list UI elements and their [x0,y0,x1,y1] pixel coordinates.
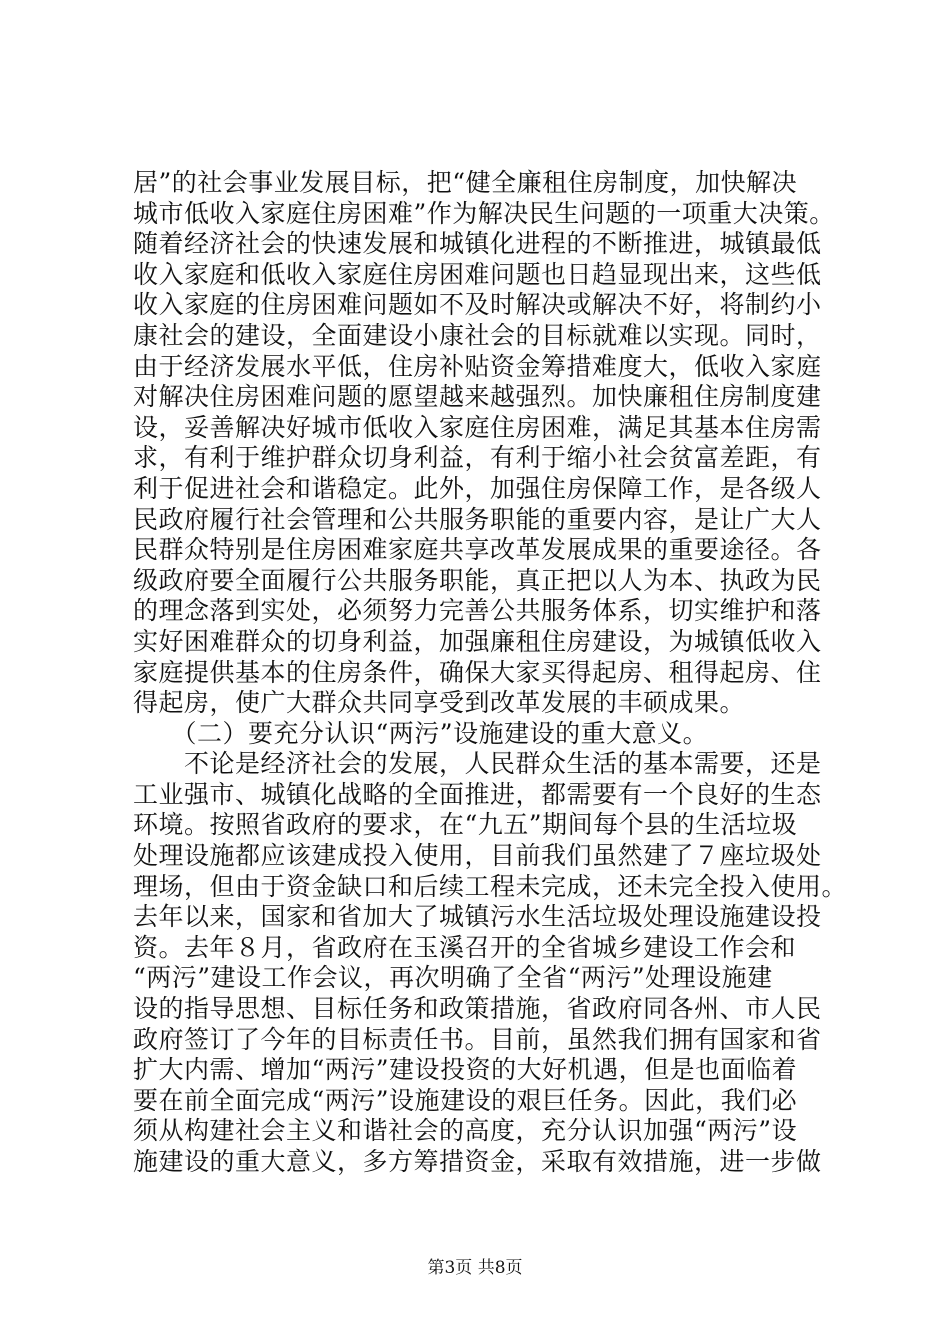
text-line: 的理念落到实处，必须努力完善公共服务体系，切实维护和落 [133,596,822,626]
text-line: 得起房，使广大群众共同享受到改革发展的丰硕成果。 [133,688,746,718]
text-line: 城市低收入家庭住房困难”作为解决民生问题的一项重大决策。 [133,198,835,228]
text-line: 理场，但由于资金缺口和后续工程未完成，还未完全投入使用。 [133,871,848,901]
text-line: 求，有利于维护群众切身利益，有利于缩小社会贫富差距，有 [133,443,822,473]
text-line: 康社会的建设，全面建设小康社会的目标就难以实现。同时， [133,320,822,350]
text-line: 资。去年８月，省政府在玉溪召开的全省城乡建设工作会和 [133,932,797,962]
text-line: 设的指导思想、目标任务和政策措施，省政府同各州、市人民 [133,994,822,1024]
text-line: 民群众特别是住房困难家庭共享改革发展成果的重要途径。各 [133,535,822,565]
text-line: 去年以来，国家和省加大了城镇污水生活垃圾处理设施建设投 [133,902,822,932]
text-line: 不论是经济社会的发展，人民群众生活的基本需要，还是 [133,749,822,779]
text-line: “两污”建设工作会议，再次明确了全省“两污”处理设施建 [133,963,773,993]
text-line: 环境。按照省政府的要求，在“九五”期间每个县的生活垃圾 [133,810,798,840]
text-line: （二）要充分认识“两污”设施建设的重大意义。 [133,718,709,748]
body-text [133,168,848,1178]
text-line: 施建设的重大意义，多方筹措资金，采取有效措施，进一步做 [133,1147,822,1176]
text-line: 对解决住房困难问题的愿望越来越强烈。加快廉租住房制度建 [133,382,822,412]
text-line: 实好困难群众的切身利益，加强廉租住房建设，为城镇低收入 [133,626,822,656]
text-line: 随着经济社会的快速发展和城镇化进程的不断推进，城镇最低 [133,229,822,259]
text-line: 设，妥善解决好城市低收入家庭住房困难，满足其基本住房需 [133,412,822,442]
text-line: 收入家庭的住房困难问题如不及时解决或解决不好，将制约小 [133,290,822,320]
text-line: 民政府履行社会管理和公共服务职能的重要内容，是让广大人 [133,504,822,534]
text-line: 居”的社会事业发展目标，把“健全廉租住房制度，加快解决 [133,168,798,197]
text-line: 政府签订了今年的目标责任书。目前，虽然我们拥有国家和省 [133,1024,822,1054]
text-line: 扩大内需、增加“两污”建设投资的大好机遇，但是也面临着 [133,1055,798,1085]
text-line: 级政府要全面履行公共服务职能，真正把以人为本、执政为民 [133,565,822,595]
text-line: 家庭提供基本的住房条件，确保大家买得起房、租得起房、住 [133,657,822,687]
text-line: 利于促进社会和谐稳定。此外，加强住房保障工作，是各级人 [133,473,822,503]
text-line: 处理设施都应该建成投入使用，目前我们虽然建了７座垃圾处 [133,841,822,871]
text-line: 须从构建社会主义和谐社会的高度，充分认识加强“两污”设 [133,1116,798,1146]
text-line: 工业强市、城镇化战略的全面推进，都需要有一个良好的生态 [133,779,822,809]
text-line: 由于经济发展水平低，住房补贴资金筹措难度大，低收入家庭 [133,351,822,381]
page-footer: 第3页 共8页 [427,1258,523,1278]
text-line: 收入家庭和低收入家庭住房困难问题也日趋显现出来，这些低 [133,259,822,289]
text-line: 要在前全面完成“两污”设施建设的艰巨任务。因此，我们必 [133,1085,798,1115]
